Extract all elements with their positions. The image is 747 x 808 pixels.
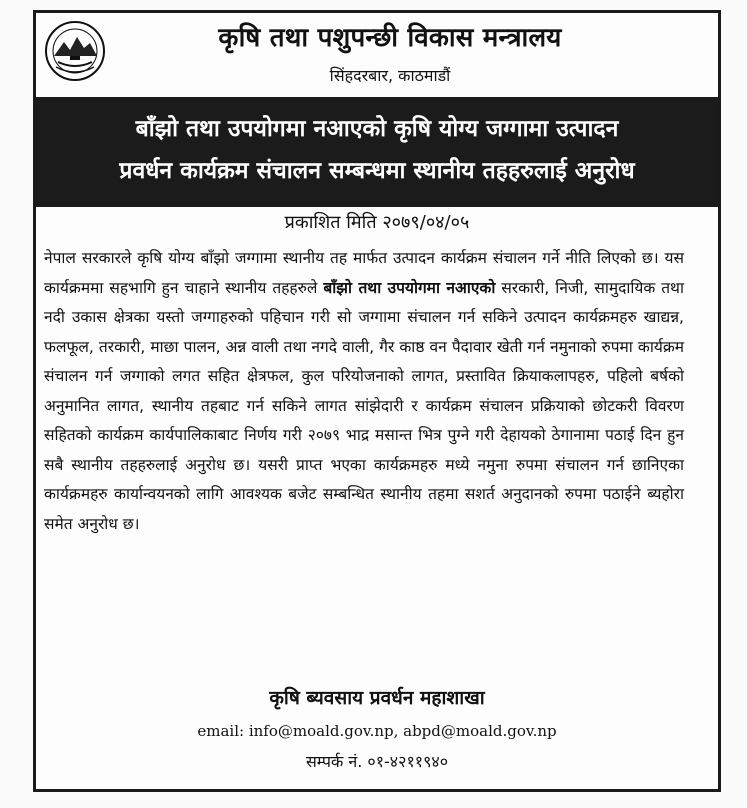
body-text-part-1: नेपाल सरकारले कृषि योग्य बाँझो जग्गामा स्थानीय तह मार्फत उत्पादन कार्यक्रम संचालन गर्ने नीति लिएको छ। यस कार्यक्रममा सहभागि हुन चाहाने स्थानीय तहहरुले: [44, 249, 684, 297]
ministry-title: कृषि तथा पशुपन्छी विकास मन्त्रालय: [218, 23, 562, 53]
contact-phone: सम्पर्क नं. ०१-४२११९४०: [305, 752, 449, 771]
notice-body: [44, 244, 684, 539]
notice-banner: [36, 97, 718, 207]
body-text-bold: बाँझो तथा उपयोगमा नआएको: [323, 278, 496, 297]
published-date: प्रकाशित मिति २०७९/०४/०५: [284, 212, 470, 233]
ministry-address: सिंहदरबार, काठमाडौं: [329, 66, 451, 85]
issuing-section: कृषि ब्यवसाय प्रवर्धन महाशाखा: [269, 687, 485, 709]
body-text-part-2: सरकारी, निजी, सामुदायिक तथा नदी उकास क्षेत्रका यस्तो जग्गाहरुको पहिचान गरी सो जग्गामा संचालन गर्न सकिने उत्पादन कार्यक्रमहरु खाद्यन्न, फलफूल, तरकारी, माछा पालन, अन्न वाली तथा नगदे वाली, गैर काष्ठ वन पैदावार खेती गर्न नमुनाको रुपमा कार्यक्रम संचालन गर्न जग्गाको लगत सहित क्षेत्रफल, कुल परियोजनाको लागत, प्रस्तावित क्रियाकलापहरु, पहिलो बर्षको अनुमानित लागत, स्थानीय तहबाट गर्न सकिने लागत सांझेदारी र कार्यक्रम संचालन प्रक्रियाको छोटकरी विवरण सहितको कार्यक्रम कार्यपालिकाबाट निर्णय गरी २०७९ भाद्र मसान्त भित्र पुग्ने गरी देहायको ठेगानामा पठाई दिन हुन सबै स्थानीय तहहरुलाई अनुरोध छ। यसरी प्राप्त भएका कार्यक्रमहरु मध्ये नमुना रुपमा संचालन गर्न छानिएका कार्यक्रमहरु कार्यान्वयनको लागि आवश्यक बजेट सम्बन्धित स्थानीय तहमा सशर्त अनुदानको रुपमा पठाईने ब्यहोरा समेत अनुरोध छ।: [44, 278, 684, 533]
banner-title-line-2: प्रवर्धन कार्यक्रम संचालन सम्बन्धमा स्थानीय तहहरुलाई अनुरोध: [119, 158, 635, 184]
nepal-emblem-icon: [44, 20, 106, 82]
contact-email: email: info@moald.gov.np, abpd@moald.gov.np: [197, 722, 557, 740]
banner-title-line-1: बाँझो तथा उपयोगमा नआएको कृषि योग्य जग्गामा उत्पादन: [135, 116, 619, 142]
